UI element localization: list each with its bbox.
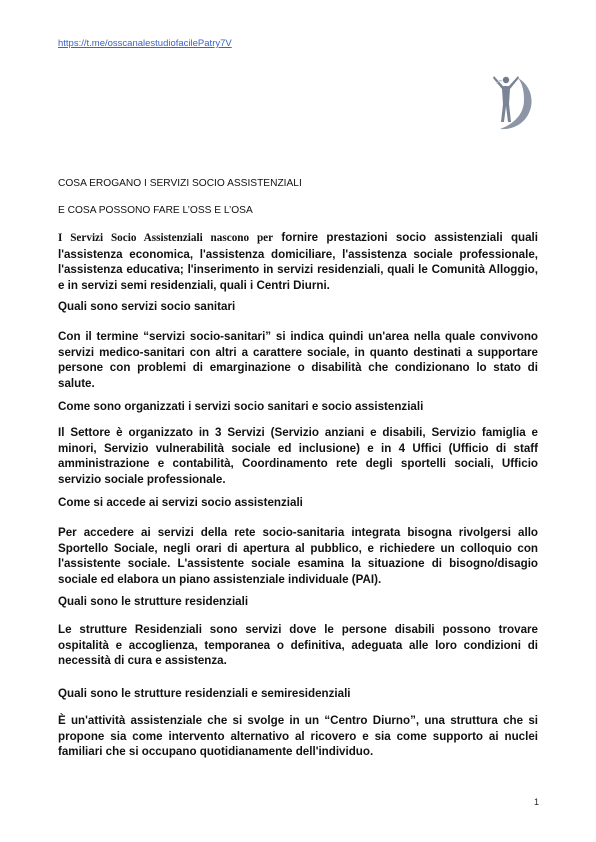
question-heading: Quali sono servizi socio sanitari: [58, 300, 236, 313]
section-answer: [58, 622, 538, 669]
section-question: [58, 399, 538, 415]
intro-rest: fornire prestazioni socio assistenziali quali l'assistenza economica, l'assistenza domiciliare, l'assistenza sociale professionale, l'assistenza educativa; l'inserimento in servizi residenziali, quali le Comunità Alloggio, e in servizi semi residenziali, quali i Centri Diurni.: [58, 231, 538, 292]
document-title: COSA EROGANO I SERVIZI SOCIO ASSISTENZIALI: [58, 178, 302, 189]
section-answer: [58, 329, 538, 391]
section-answer: [58, 425, 538, 487]
question-heading: Quali sono le strutture residenziali e semiresidenziali: [58, 687, 351, 700]
answer-paragraph: Il Settore è organizzato in 3 Servizi (Servizio anziani e disabili, Servizio famiglia e minori, Servizio vulnerabilità sociale ed inclusione) e in 4 Uffici (Ufficio di staff amministrazione e contabilità, Coordinamento rete degli sportelli sociali, Ufficio servizio sociale professionale.: [58, 426, 538, 486]
question-heading: Come si accede ai servizi socio assistenziali: [58, 496, 303, 509]
document-subtitle: E COSA POSSONO FARE L’OSS E L’OSA: [58, 205, 253, 216]
human-figure-logo-icon: [476, 70, 536, 132]
intro-paragraph: [58, 230, 538, 293]
question-heading: Quali sono le strutture residenziali: [58, 595, 249, 608]
section-question: [58, 495, 538, 511]
answer-paragraph: Per accedere ai servizi della rete socio-sanitaria integrata bisogna rivolgersi allo Sportello Sociale, negli orari di apertura al pubblico, e richiedere un colloquio con l'assistente sociale. L'assistente sociale esamina la situazione di bisogno/disagio sociale ed elabora un piano assistenziale individuale (PAI).: [58, 526, 538, 586]
page-number: 1: [534, 797, 540, 807]
telegram-link[interactable]: https://t.me/osscanalestudiofacilePatry7V: [58, 38, 232, 49]
answer-paragraph: Le strutture Residenziali sono servizi dove le persone disabili possono trovare ospitalità e accoglienza, temporanea o definitiva, adeguata alle loro condizioni di necessità di cura e assistenza.: [58, 623, 538, 668]
section-answer: [58, 713, 538, 760]
section-question: [58, 299, 538, 315]
answer-paragraph: Con il termine “servizi socio-sanitari” si indica quindi un'area nella quale convivono servizi medico-sanitari con altri a carattere sociale, in quanto destinati a supportare persone con problemi di emarginazione o disabilità che condizionano lo stato di salute.: [58, 330, 538, 390]
question-heading: Come sono organizzati i servizi socio sanitari e socio assistenziali: [58, 400, 424, 413]
intro-lead: I Servizi Socio Assistenziali nascono per: [58, 232, 274, 244]
answer-paragraph: È un'attività assistenziale che si svolge in un “Centro Diurno”, una struttura che si propone sia come intervento alternativo al ricovero e sia come supporto ai nuclei familiari che si occupano quotidianamente dell'individuo.: [58, 714, 538, 759]
section-answer: [58, 525, 538, 587]
section-question: [58, 594, 538, 610]
section-question: [58, 686, 538, 702]
